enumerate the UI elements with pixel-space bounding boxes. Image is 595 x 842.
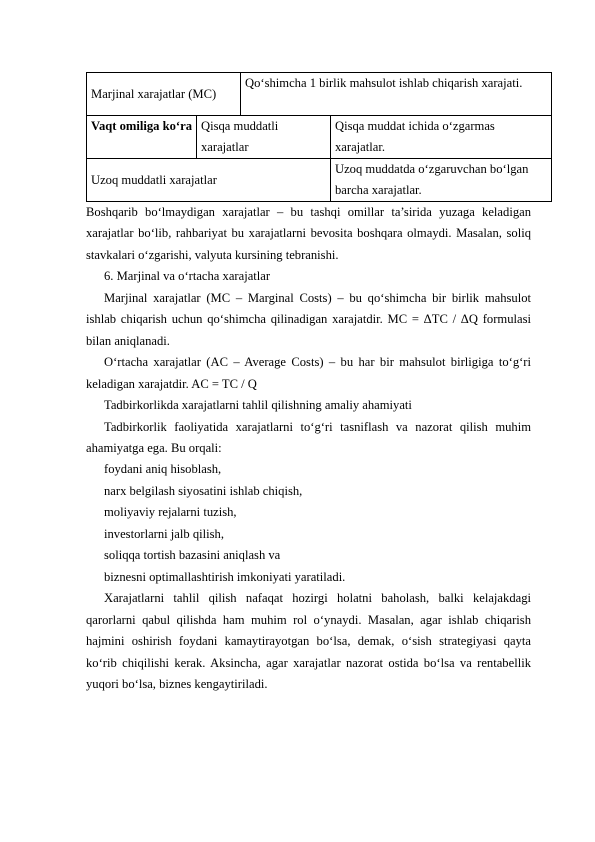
table-cell: Qisqa muddat ichida o‘zgarmas xarajatlar. [331,116,552,159]
section-heading: Tadbirkorlikda xarajatlarni tahlil qilishning amaliy ahamiyati [104,398,412,413]
list-item: soliqqa tortish bazasini aniqlash va [104,548,281,563]
paragraph: Marjinal xarajatlar (MC – Marginal Costs) – bu qo‘shimcha bir birlik mahsulot ishlab chiqarish uchun qo‘shimcha qilinadigan xarajatdir. MC = ΔTC / ΔQ formulasi bilan aniqlanadi. [86,290,531,348]
list-item: foydani aniq hisoblash, [104,462,222,477]
section-heading: 6. Marjinal va o‘rtacha xarajatlar [104,269,271,284]
cost-classification-table [86,72,552,202]
table-row [87,159,552,202]
list-item: investorlarni jalb qilish, [104,526,224,541]
list-item: moliyaviy rejalarni tuzish, [104,505,237,520]
list-item: narx belgilash siyosatini ishlab chiqish, [104,483,303,498]
paragraph: Boshqarib bo‘lmaydigan xarajatlar – bu tashqi omillar ta’sirida yuzaga keladigan xarajatlar bo‘lib, rahbariyat bu xarajatlarni bevosita boshqara olmaydi. Masalan, soliq stavkalari o‘zgarishi, valyuta kursining tebranishi. [86,205,531,262]
table-cell: Uzoq muddatda o‘zgaruvchan bo‘lgan barcha xarajatlar. [331,159,552,202]
paragraph: O‘rtacha xarajatlar (AC – Average Costs) – bu har bir mahsulot birligiga to‘g‘ri keladigan xarajatdir. AC = TC / Q [86,355,531,391]
table-row [87,73,552,116]
paragraph: Tadbirkorlik faoliyatida xarajatlarni to‘g‘ri tasniflash va nazorat qilish muhim ahamiyatga ega. Bu orqali: [86,419,531,455]
body-text [86,202,531,695]
table-cell: Qo‘shimcha 1 birlik mahsulot ishlab chiqarish xarajati. [241,73,552,116]
table-cell: Marjinal xarajatlar (MC) [87,73,241,116]
paragraph: Xarajatlarni tahlil qilish nafaqat hozirgi holatni baholash, balki kelajakdagi qarorlarni qabul qilishda ham muhim rol o‘ynaydi. Masalan, agar ishlab chiqarish hajmini oshirish foydani kamaytirayotgan bo‘lsa, demak, o‘sish strategiyasi qayta ko‘rib chiqilishi kerak. Aksincha, agar xarajatlar nazorat ostida bo‘lsa va rentabellik yuqori bo‘lsa, biznes kengaytiriladi. [86,591,531,691]
document-body [86,72,531,695]
table-cell: Uzoq muddatli xarajatlar [87,159,331,202]
table-row [87,116,552,159]
list-item: biznesni optimallashtirish imkoniyati yaratiladi. [104,569,346,584]
table-cell: Vaqt omiliga ko‘ra [87,116,197,159]
table-cell: Qisqa muddatli xarajatlar [197,116,331,159]
